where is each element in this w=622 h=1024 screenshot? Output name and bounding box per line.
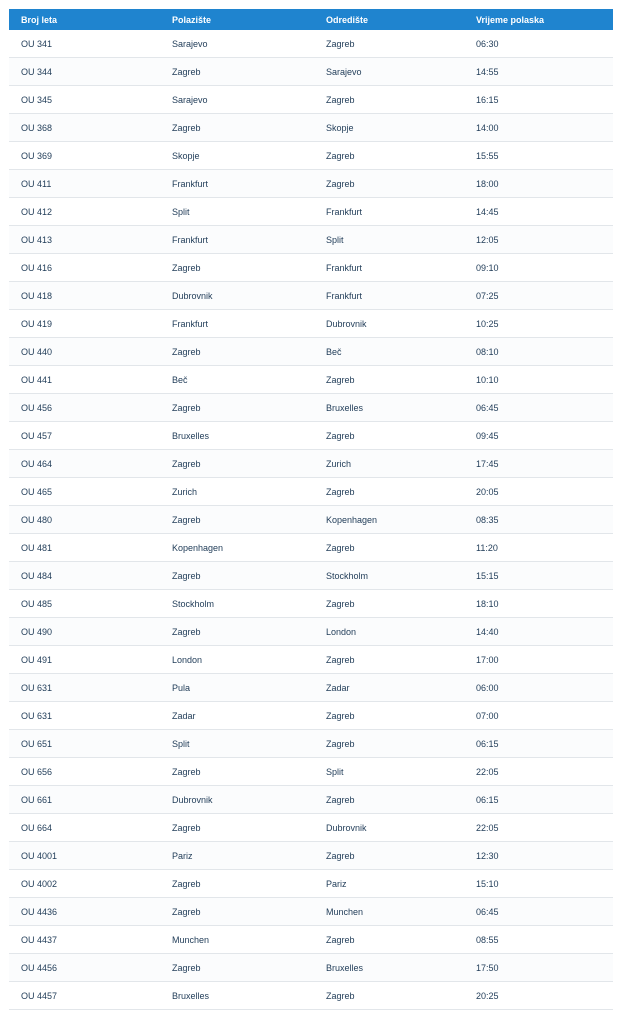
flight-number-cell: OU 416	[9, 254, 160, 282]
flight-number-cell: OU 418	[9, 282, 160, 310]
destination-cell: Frankfurt	[314, 198, 464, 226]
table-row	[9, 86, 613, 114]
origin-cell: Frankfurt	[160, 170, 314, 198]
origin-cell: London	[160, 646, 314, 674]
destination-cell: Dubrovnik	[314, 310, 464, 338]
flight-number-cell: OU 369	[9, 142, 160, 170]
flight-number-cell: OU 485	[9, 590, 160, 618]
table-row	[9, 506, 613, 534]
destination-cell: Kopenhagen	[314, 506, 464, 534]
table-row	[9, 618, 613, 646]
destination-cell: Bruxelles	[314, 394, 464, 422]
flight-number-cell: OU 481	[9, 534, 160, 562]
departure-time-cell: 08:55	[464, 926, 613, 954]
origin-cell: Pariz	[160, 842, 314, 870]
table-row	[9, 534, 613, 562]
destination-cell: Frankfurt	[314, 254, 464, 282]
table-row	[9, 198, 613, 226]
flight-number-cell: OU 664	[9, 814, 160, 842]
departure-time-cell: 17:45	[464, 450, 613, 478]
table-row	[9, 226, 613, 254]
origin-cell: Dubrovnik	[160, 282, 314, 310]
flight-number-cell: OU 631	[9, 674, 160, 702]
table-row	[9, 338, 613, 366]
flight-number-cell: OU 480	[9, 506, 160, 534]
origin-cell: Zagreb	[160, 338, 314, 366]
departure-time-cell: 22:05	[464, 758, 613, 786]
origin-cell: Sarajevo	[160, 30, 314, 58]
departure-time-cell: 10:10	[464, 366, 613, 394]
table-row	[9, 366, 613, 394]
departure-time-cell: 06:15	[464, 730, 613, 758]
table-header-row	[9, 9, 613, 30]
column-header-origin: Polazište	[172, 14, 212, 25]
origin-cell: Beč	[160, 366, 314, 394]
origin-cell: Zagreb	[160, 814, 314, 842]
departure-time-cell: 06:45	[464, 898, 613, 926]
origin-cell: Zagreb	[160, 954, 314, 982]
origin-cell: Zagreb	[160, 898, 314, 926]
departure-time-cell: 17:00	[464, 646, 613, 674]
destination-cell: Munchen	[314, 898, 464, 926]
column-header-destination: Odredište	[326, 14, 369, 25]
origin-cell: Frankfurt	[160, 226, 314, 254]
flight-number-cell: OU 440	[9, 338, 160, 366]
table-row	[9, 898, 613, 926]
departure-time-cell: 14:00	[464, 114, 613, 142]
departure-time-cell: 20:25	[464, 982, 613, 1010]
destination-cell: Zagreb	[314, 982, 464, 1010]
origin-cell: Pula	[160, 674, 314, 702]
table-row	[9, 730, 613, 758]
departure-time-cell: 07:00	[464, 702, 613, 730]
flight-number-cell: OU 490	[9, 618, 160, 646]
flight-number-cell: OU 491	[9, 646, 160, 674]
flight-number-cell: OU 661	[9, 786, 160, 814]
origin-cell: Frankfurt	[160, 310, 314, 338]
destination-cell: Beč	[314, 338, 464, 366]
table-row	[9, 58, 613, 86]
destination-cell: Zagreb	[314, 422, 464, 450]
flight-number-cell: OU 345	[9, 86, 160, 114]
destination-cell: Zagreb	[314, 842, 464, 870]
destination-cell: Zagreb	[314, 786, 464, 814]
destination-cell: Dubrovnik	[314, 814, 464, 842]
origin-cell: Stockholm	[160, 590, 314, 618]
departure-time-cell: 08:10	[464, 338, 613, 366]
destination-cell: Pariz	[314, 870, 464, 898]
destination-cell: Zurich	[314, 450, 464, 478]
table-row	[9, 282, 613, 310]
flight-number-cell: OU 4002	[9, 870, 160, 898]
flight-number-cell: OU 441	[9, 366, 160, 394]
departure-time-cell: 14:40	[464, 618, 613, 646]
destination-cell: Bruxelles	[314, 954, 464, 982]
origin-cell: Split	[160, 730, 314, 758]
destination-cell: Sarajevo	[314, 58, 464, 86]
departure-time-cell: 18:10	[464, 590, 613, 618]
origin-cell: Bruxelles	[160, 422, 314, 450]
destination-cell: Zagreb	[314, 30, 464, 58]
flight-number-cell: OU 631	[9, 702, 160, 730]
origin-cell: Zagreb	[160, 254, 314, 282]
table-body	[9, 30, 613, 1010]
table-row	[9, 786, 613, 814]
destination-cell: Frankfurt	[314, 282, 464, 310]
flight-number-cell: OU 4436	[9, 898, 160, 926]
flight-number-cell: OU 464	[9, 450, 160, 478]
departure-time-cell: 15:10	[464, 870, 613, 898]
table-row	[9, 478, 613, 506]
table-row	[9, 982, 613, 1010]
destination-cell: Zagreb	[314, 926, 464, 954]
flight-number-cell: OU 651	[9, 730, 160, 758]
departure-time-cell: 15:15	[464, 562, 613, 590]
flight-number-cell: OU 4437	[9, 926, 160, 954]
origin-cell: Zagreb	[160, 870, 314, 898]
origin-cell: Dubrovnik	[160, 786, 314, 814]
departure-time-cell: 18:00	[464, 170, 613, 198]
flight-number-cell: OU 344	[9, 58, 160, 86]
table-row	[9, 142, 613, 170]
departure-time-cell: 14:45	[464, 198, 613, 226]
destination-cell: London	[314, 618, 464, 646]
origin-cell: Zagreb	[160, 394, 314, 422]
table-row	[9, 30, 613, 58]
table-row	[9, 562, 613, 590]
table-row	[9, 814, 613, 842]
destination-cell: Zagreb	[314, 730, 464, 758]
departure-time-cell: 20:05	[464, 478, 613, 506]
table-row	[9, 842, 613, 870]
flight-number-cell: OU 411	[9, 170, 160, 198]
flight-number-cell: OU 656	[9, 758, 160, 786]
origin-cell: Zagreb	[160, 506, 314, 534]
flight-number-cell: OU 341	[9, 30, 160, 58]
departure-time-cell: 12:30	[464, 842, 613, 870]
origin-cell: Zagreb	[160, 114, 314, 142]
flight-number-cell: OU 413	[9, 226, 160, 254]
flight-number-cell: OU 4457	[9, 982, 160, 1010]
table-header	[9, 9, 613, 30]
destination-cell: Zagreb	[314, 170, 464, 198]
flight-number-cell: OU 457	[9, 422, 160, 450]
table-row	[9, 394, 613, 422]
flight-number-cell: OU 4456	[9, 954, 160, 982]
origin-cell: Sarajevo	[160, 86, 314, 114]
origin-cell: Skopje	[160, 142, 314, 170]
destination-cell: Split	[314, 226, 464, 254]
departure-time-cell: 17:50	[464, 954, 613, 982]
table-row	[9, 674, 613, 702]
destination-cell: Zagreb	[314, 534, 464, 562]
departure-time-cell: 06:15	[464, 786, 613, 814]
destination-cell: Zagreb	[314, 478, 464, 506]
table-row	[9, 254, 613, 282]
destination-cell: Split	[314, 758, 464, 786]
destination-cell: Stockholm	[314, 562, 464, 590]
table-row	[9, 170, 613, 198]
origin-cell: Split	[160, 198, 314, 226]
departure-time-cell: 06:00	[464, 674, 613, 702]
destination-cell: Zadar	[314, 674, 464, 702]
origin-cell: Zadar	[160, 702, 314, 730]
destination-cell: Skopje	[314, 114, 464, 142]
origin-cell: Zagreb	[160, 450, 314, 478]
column-header-departure-time: Vrijeme polaska	[476, 14, 545, 25]
departure-time-cell: 11:20	[464, 534, 613, 562]
table-row	[9, 590, 613, 618]
origin-cell: Munchen	[160, 926, 314, 954]
departure-time-cell: 16:15	[464, 86, 613, 114]
departure-time-cell: 09:45	[464, 422, 613, 450]
flight-number-cell: OU 484	[9, 562, 160, 590]
table-row	[9, 954, 613, 982]
table-row	[9, 310, 613, 338]
departure-time-cell: 22:05	[464, 814, 613, 842]
flight-schedule-table	[9, 9, 613, 1010]
table-row	[9, 870, 613, 898]
departure-time-cell: 08:35	[464, 506, 613, 534]
flight-number-cell: OU 465	[9, 478, 160, 506]
table-row	[9, 646, 613, 674]
table-row	[9, 114, 613, 142]
origin-cell: Bruxelles	[160, 982, 314, 1010]
departure-time-cell: 07:25	[464, 282, 613, 310]
destination-cell: Zagreb	[314, 646, 464, 674]
column-header-flight-number: Broj leta	[21, 14, 58, 25]
departure-time-cell: 09:10	[464, 254, 613, 282]
flight-number-cell: OU 368	[9, 114, 160, 142]
destination-cell: Zagreb	[314, 86, 464, 114]
origin-cell: Kopenhagen	[160, 534, 314, 562]
destination-cell: Zagreb	[314, 142, 464, 170]
departure-time-cell: 06:30	[464, 30, 613, 58]
table-row	[9, 422, 613, 450]
flight-number-cell: OU 456	[9, 394, 160, 422]
origin-cell: Zagreb	[160, 562, 314, 590]
flight-number-cell: OU 412	[9, 198, 160, 226]
table-row	[9, 758, 613, 786]
table-row	[9, 702, 613, 730]
origin-cell: Zagreb	[160, 58, 314, 86]
destination-cell: Zagreb	[314, 366, 464, 394]
departure-time-cell: 10:25	[464, 310, 613, 338]
destination-cell: Zagreb	[314, 702, 464, 730]
table-row	[9, 926, 613, 954]
flight-schedule-table-container	[9, 9, 613, 1010]
origin-cell: Zurich	[160, 478, 314, 506]
departure-time-cell: 06:45	[464, 394, 613, 422]
origin-cell: Zagreb	[160, 758, 314, 786]
flight-number-cell: OU 419	[9, 310, 160, 338]
departure-time-cell: 15:55	[464, 142, 613, 170]
flight-number-cell: OU 4001	[9, 842, 160, 870]
destination-cell: Zagreb	[314, 590, 464, 618]
origin-cell: Zagreb	[160, 618, 314, 646]
departure-time-cell: 14:55	[464, 58, 613, 86]
table-row	[9, 450, 613, 478]
departure-time-cell: 12:05	[464, 226, 613, 254]
